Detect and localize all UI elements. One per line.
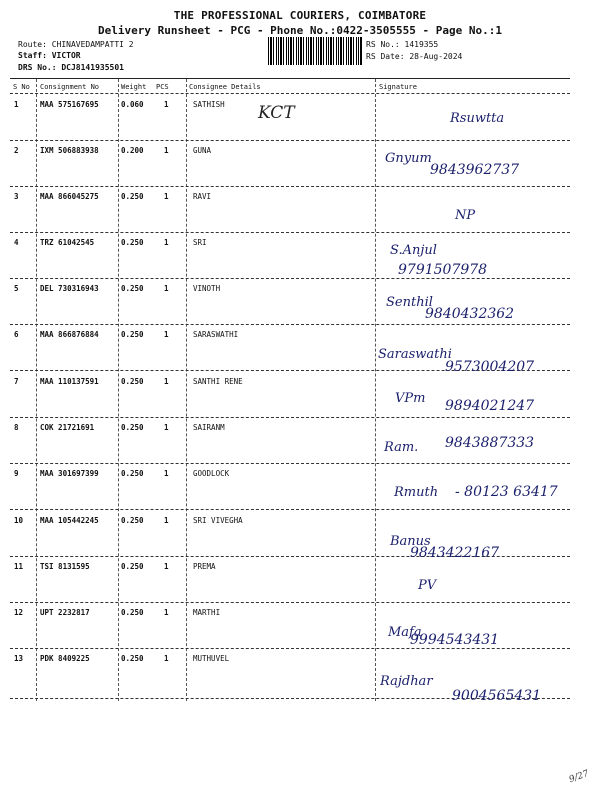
handwritten-annotation: KCT xyxy=(258,103,295,123)
row-consignment-no: TSI 8131595 xyxy=(40,562,90,571)
signature: Gnyum xyxy=(385,151,432,166)
row-consignee: PREMA xyxy=(193,562,216,571)
row-pcs: 1 xyxy=(164,377,169,386)
row-weight: 0.250 xyxy=(121,284,144,293)
row-weight: 0.250 xyxy=(121,562,144,571)
row-weight: 0.200 xyxy=(121,146,144,155)
table-row xyxy=(0,100,600,145)
signature: Rajdhar xyxy=(380,674,433,689)
corner-mark: 9/27 xyxy=(567,768,591,786)
row-consignment-no: COK 21721691 xyxy=(40,423,95,432)
col-header-pcs: PCS xyxy=(156,83,169,91)
col-header-sno: S No xyxy=(13,83,30,91)
row-consignee: SANTHI RENE xyxy=(193,377,243,386)
barcode xyxy=(268,37,362,65)
row-consignment-no: MAA 575167695 xyxy=(40,100,99,109)
row-pcs: 1 xyxy=(164,192,169,201)
row-pcs: 1 xyxy=(164,516,169,525)
header-bottom-rule xyxy=(10,93,570,94)
signature-phone: 9843887333 xyxy=(445,435,535,451)
row-weight: 0.250 xyxy=(121,192,144,201)
col-header-weight: Weight xyxy=(121,83,147,91)
route-label: Route: CHINAVEDAMPATTI 2 xyxy=(18,40,134,49)
row-consignee: SAIRANM xyxy=(193,423,225,432)
row-consignment-no: MAA 110137591 xyxy=(40,377,99,386)
row-pcs: 1 xyxy=(164,146,169,155)
signature: S.Anjul xyxy=(390,243,437,258)
header-top-rule xyxy=(10,78,570,79)
row-sno: 9 xyxy=(14,469,19,478)
signature: Rsuwtta xyxy=(450,111,505,126)
row-sno: 5 xyxy=(14,284,19,293)
signature-phone: 9994543431 xyxy=(410,632,500,648)
row-pcs: 1 xyxy=(164,608,169,617)
signature-phone: 9843422167 xyxy=(410,545,500,561)
drs-number: DRS No.: DCJ8141935501 xyxy=(18,63,124,72)
row-consignment-no: MAA 866876884 xyxy=(40,330,99,339)
rs-date: RS Date: 28-Aug-2024 xyxy=(366,52,463,61)
row-consignee: GUNA xyxy=(193,146,212,155)
runsheet-subtitle: Delivery Runsheet - PCG - Phone No.:0422-3505555 - Page No.:1 xyxy=(98,24,502,37)
table-row xyxy=(0,192,600,237)
row-pcs: 1 xyxy=(164,100,169,109)
row-separator xyxy=(10,186,570,187)
signature: PV xyxy=(418,578,437,593)
table-row xyxy=(0,238,600,283)
row-sno: 11 xyxy=(14,562,24,571)
row-separator xyxy=(10,232,570,233)
signature-phone: 9894021247 xyxy=(445,398,535,414)
row-pcs: 1 xyxy=(164,330,169,339)
row-consignee: MUTHUVEL xyxy=(193,654,230,663)
row-consignment-no: MAA 105442245 xyxy=(40,516,99,525)
row-sno: 7 xyxy=(14,377,19,386)
row-consignment-no: IXM 506883938 xyxy=(40,146,99,155)
signature-phone: 9843962737 xyxy=(430,162,520,178)
col-header-consignment: Consignment No xyxy=(40,83,100,91)
table-row xyxy=(0,608,600,653)
row-sno: 12 xyxy=(14,608,24,617)
row-pcs: 1 xyxy=(164,654,169,663)
signature: Senthil xyxy=(386,295,433,310)
row-weight: 0.250 xyxy=(121,516,144,525)
row-pcs: 1 xyxy=(164,238,169,247)
row-weight: 0.250 xyxy=(121,654,144,663)
row-consignment-no: TRZ 61042545 xyxy=(40,238,95,247)
signature-phone: 9840432362 xyxy=(425,306,515,322)
row-sno: 2 xyxy=(14,146,19,155)
row-consignment-no: PDK 8409225 xyxy=(40,654,90,663)
row-consignee: SARASWATHI xyxy=(193,330,239,339)
row-consignee: SATHISH xyxy=(193,100,225,109)
row-consignment-no: MAA 866045275 xyxy=(40,192,99,201)
row-sno: 8 xyxy=(14,423,19,432)
row-consignee: VINOTH xyxy=(193,284,221,293)
row-separator xyxy=(10,509,570,510)
row-consignee: SRI VIVEGHA xyxy=(193,516,243,525)
row-weight: 0.250 xyxy=(121,608,144,617)
row-sno: 1 xyxy=(14,100,19,109)
row-pcs: 1 xyxy=(164,469,169,478)
row-weight: 0.250 xyxy=(121,330,144,339)
row-sno: 6 xyxy=(14,330,19,339)
signature-phone: 9791507978 xyxy=(398,262,488,278)
row-weight: 0.250 xyxy=(121,238,144,247)
col-header-consignee: Consignee Details xyxy=(189,83,261,91)
row-consignment-no: UPT 2232817 xyxy=(40,608,90,617)
signature: Ram. xyxy=(384,440,419,455)
row-weight: 0.250 xyxy=(121,377,144,386)
signature: VPm xyxy=(395,391,426,406)
signature-phone: 9573004207 xyxy=(445,359,535,375)
row-sno: 13 xyxy=(14,654,24,663)
row-consignment-no: DEL 730316943 xyxy=(40,284,99,293)
row-separator xyxy=(10,648,570,649)
rs-number: RS No.: 1419355 xyxy=(366,40,439,49)
company-title: THE PROFESSIONAL COURIERS, COIMBATORE xyxy=(173,9,427,22)
col-header-signature: Signature xyxy=(379,83,417,91)
row-pcs: 1 xyxy=(164,562,169,571)
table-row xyxy=(0,562,600,607)
row-separator xyxy=(10,324,570,325)
table-row xyxy=(0,516,600,561)
row-sno: 10 xyxy=(14,516,24,525)
signature: Banus xyxy=(390,534,431,549)
signature: Saraswathi xyxy=(378,347,452,362)
row-consignee: RAVI xyxy=(193,192,212,201)
row-sno: 3 xyxy=(14,192,19,201)
row-weight: 0.060 xyxy=(121,100,144,109)
row-separator xyxy=(10,463,570,464)
row-consignee: SRI xyxy=(193,238,207,247)
row-consignee: GOODLOCK xyxy=(193,469,230,478)
row-separator xyxy=(10,278,570,279)
row-pcs: 1 xyxy=(164,284,169,293)
signature-phone: - 80123 63417 xyxy=(455,484,558,500)
row-pcs: 1 xyxy=(164,423,169,432)
signature: Rmuth xyxy=(394,485,439,500)
signature: Mafa xyxy=(388,625,422,640)
row-consignment-no: MAA 301697399 xyxy=(40,469,99,478)
row-consignee: MARTHI xyxy=(193,608,221,617)
row-sno: 4 xyxy=(14,238,19,247)
row-separator xyxy=(10,417,570,418)
row-separator xyxy=(10,140,570,141)
row-weight: 0.250 xyxy=(121,423,144,432)
row-separator xyxy=(10,602,570,603)
signature: NP xyxy=(455,208,476,223)
staff-label: Staff: VICTOR xyxy=(18,51,81,60)
row-weight: 0.250 xyxy=(121,469,144,478)
signature-phone: 9004565431 xyxy=(452,688,542,704)
